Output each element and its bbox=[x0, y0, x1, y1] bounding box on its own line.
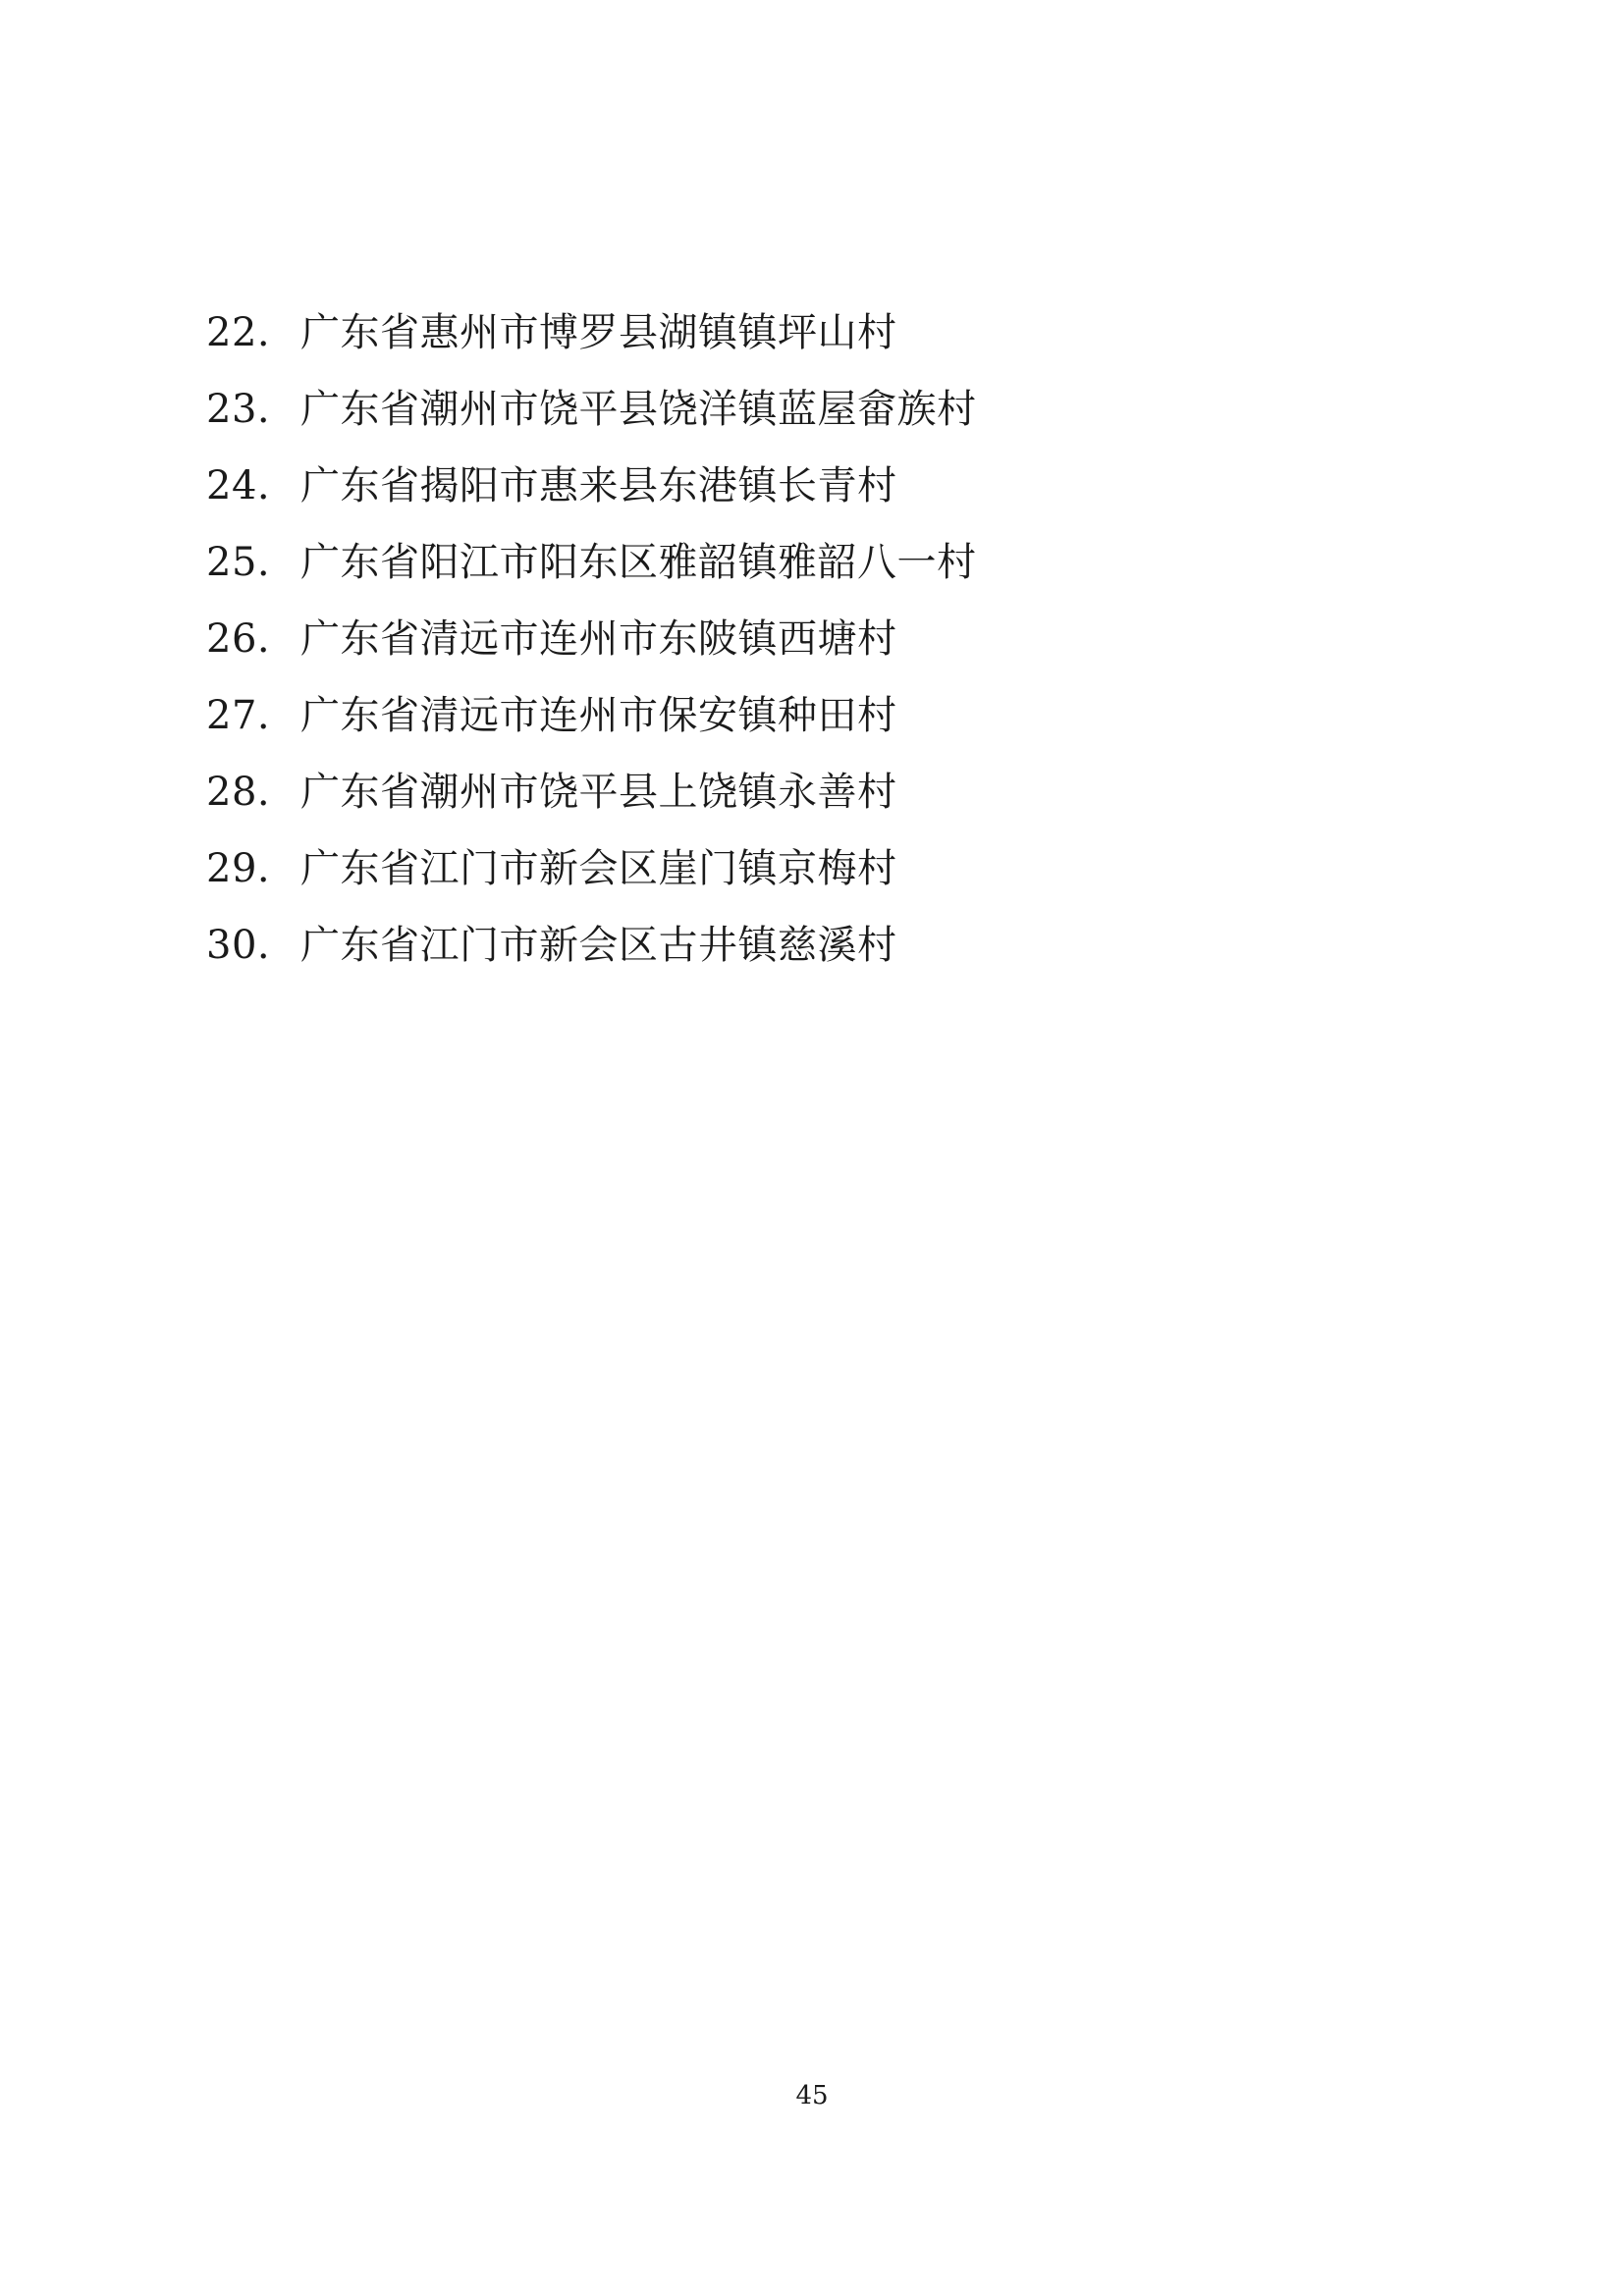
list-item-label: 广东省阳江市阳东区雅韶镇雅韶八一村 bbox=[300, 540, 977, 585]
list-item bbox=[206, 830, 1434, 907]
village-list bbox=[206, 294, 1434, 984]
list-item-label: 广东省江门市新会区古井镇慈溪村 bbox=[300, 923, 897, 968]
list-item bbox=[206, 371, 1434, 448]
page-number: 45 bbox=[795, 2081, 829, 2110]
list-item-number: 27. bbox=[206, 693, 271, 738]
list-item-number: 24. bbox=[206, 463, 271, 508]
list-item-number: 29. bbox=[206, 846, 271, 891]
list-item-label: 广东省清远市连州市东陂镇西塘村 bbox=[300, 616, 897, 662]
list-item bbox=[206, 907, 1434, 984]
list-item-label: 广东省清远市连州市保安镇种田村 bbox=[300, 693, 897, 738]
list-item-number: 30. bbox=[206, 923, 271, 968]
list-item bbox=[206, 601, 1434, 677]
list-item-label: 广东省潮州市饶平县上饶镇永善村 bbox=[300, 770, 897, 815]
list-item bbox=[206, 677, 1434, 754]
list-item-label: 广东省揭阳市惠来县东港镇长青村 bbox=[300, 463, 897, 508]
list-item-number: 26. bbox=[206, 616, 271, 662]
list-item-number: 28. bbox=[206, 770, 271, 815]
list-item-number: 25. bbox=[206, 540, 271, 585]
list-item bbox=[206, 294, 1434, 371]
list-item-label: 广东省江门市新会区崖门镇京梅村 bbox=[300, 846, 897, 891]
list-item-number: 23. bbox=[206, 387, 271, 432]
list-item bbox=[206, 754, 1434, 830]
list-item-label: 广东省潮州市饶平县饶洋镇蓝屋畲族村 bbox=[300, 387, 977, 432]
list-item bbox=[206, 448, 1434, 524]
list-item bbox=[206, 524, 1434, 601]
list-item-number: 22. bbox=[206, 310, 271, 355]
list-item-label: 广东省惠州市博罗县湖镇镇坪山村 bbox=[300, 310, 897, 355]
